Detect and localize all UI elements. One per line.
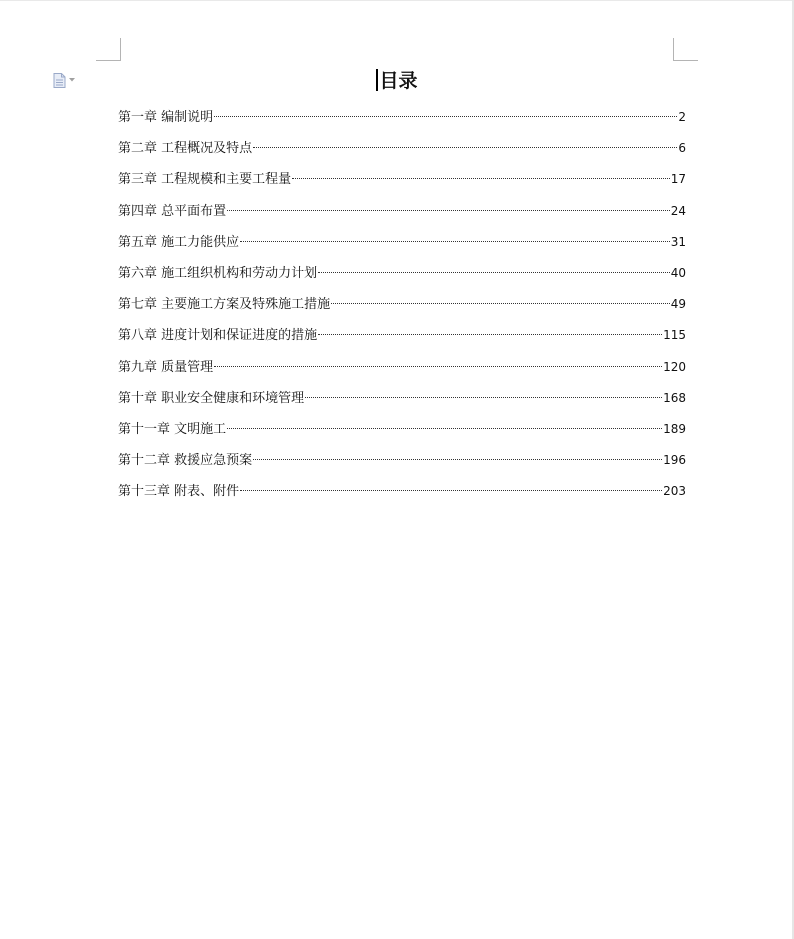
toc-entry-label: 第十章 职业安全健康和环境管理 xyxy=(118,390,305,406)
margin-corner-top-right xyxy=(673,38,698,61)
toc-entry[interactable] xyxy=(118,200,686,231)
toc-page-number: 40 xyxy=(670,265,686,280)
toc-entry-label: 第四章 总平面布置 xyxy=(118,203,227,219)
toc-entry[interactable] xyxy=(118,356,686,387)
toc-entry[interactable] xyxy=(118,387,686,418)
toc-page-number: 189 xyxy=(663,421,686,436)
toc-leader-dots xyxy=(227,210,670,211)
toc-page-number: 6 xyxy=(678,141,686,156)
toc-entry-label: 第十二章 救援应急预案 xyxy=(118,453,253,469)
toc-leader-dots xyxy=(292,178,670,179)
toc-leader-dots xyxy=(305,397,662,398)
toc-entry[interactable] xyxy=(118,231,686,262)
margin-corner-top-left xyxy=(96,38,121,61)
toc-entry-label: 第五章 施工力能供应 xyxy=(118,234,240,250)
toc-entry[interactable] xyxy=(118,137,686,168)
toc-leader-dots xyxy=(227,428,662,429)
toc-leader-dots xyxy=(214,116,677,117)
toc-title xyxy=(0,66,794,93)
toc-entry[interactable] xyxy=(118,262,686,293)
toc-entry[interactable] xyxy=(118,324,686,355)
toc-page-number: 168 xyxy=(663,390,686,405)
toc-page-number: 115 xyxy=(663,328,686,343)
toc-entry-label: 第十一章 文明施工 xyxy=(118,421,227,437)
toc-page-number: 203 xyxy=(663,484,686,499)
toc-entry-label: 第九章 质量管理 xyxy=(118,359,214,375)
toc-entry-label: 第七章 主要施工方案及特殊施工措施 xyxy=(118,297,331,313)
toc-leader-dots xyxy=(240,490,662,491)
toc-leader-dots xyxy=(331,303,670,304)
toc-leader-dots xyxy=(214,366,662,367)
toc-entry[interactable] xyxy=(118,418,686,449)
toc-entry-label: 第八章 进度计划和保证进度的措施 xyxy=(118,328,318,344)
toc-leader-dots xyxy=(253,147,677,148)
toc-page-number: 31 xyxy=(670,234,686,249)
toc-entry-label: 第十三章 附表、附件 xyxy=(118,484,240,500)
toc-entry[interactable] xyxy=(118,480,686,511)
toc-entry-label: 第三章 工程规模和主要工程量 xyxy=(118,172,292,188)
toc-page-number: 196 xyxy=(663,453,686,468)
toc-leader-dots xyxy=(253,459,662,460)
toc-page-number: 120 xyxy=(663,359,686,374)
toc-page-number: 24 xyxy=(670,203,686,218)
toc-entry-label: 第六章 施工组织机构和劳动力计划 xyxy=(118,265,318,281)
toc-entry[interactable] xyxy=(118,293,686,324)
toc-page-number: 17 xyxy=(670,172,686,187)
table-of-contents xyxy=(118,106,686,511)
toc-leader-dots xyxy=(318,272,670,273)
toc-entry-label: 第一章 编制说明 xyxy=(118,110,214,125)
toc-leader-dots xyxy=(318,334,662,335)
toc-page-number: 2 xyxy=(678,110,686,124)
toc-entry[interactable] xyxy=(118,106,686,137)
toc-title-text: 目录 xyxy=(379,70,418,92)
toc-entry[interactable] xyxy=(118,168,686,199)
toc-leader-dots xyxy=(240,241,670,242)
toc-entry-label: 第二章 工程概况及特点 xyxy=(118,141,253,157)
toc-entry[interactable] xyxy=(118,449,686,480)
page-top-border xyxy=(0,0,794,1)
toc-page-number: 49 xyxy=(670,297,686,312)
